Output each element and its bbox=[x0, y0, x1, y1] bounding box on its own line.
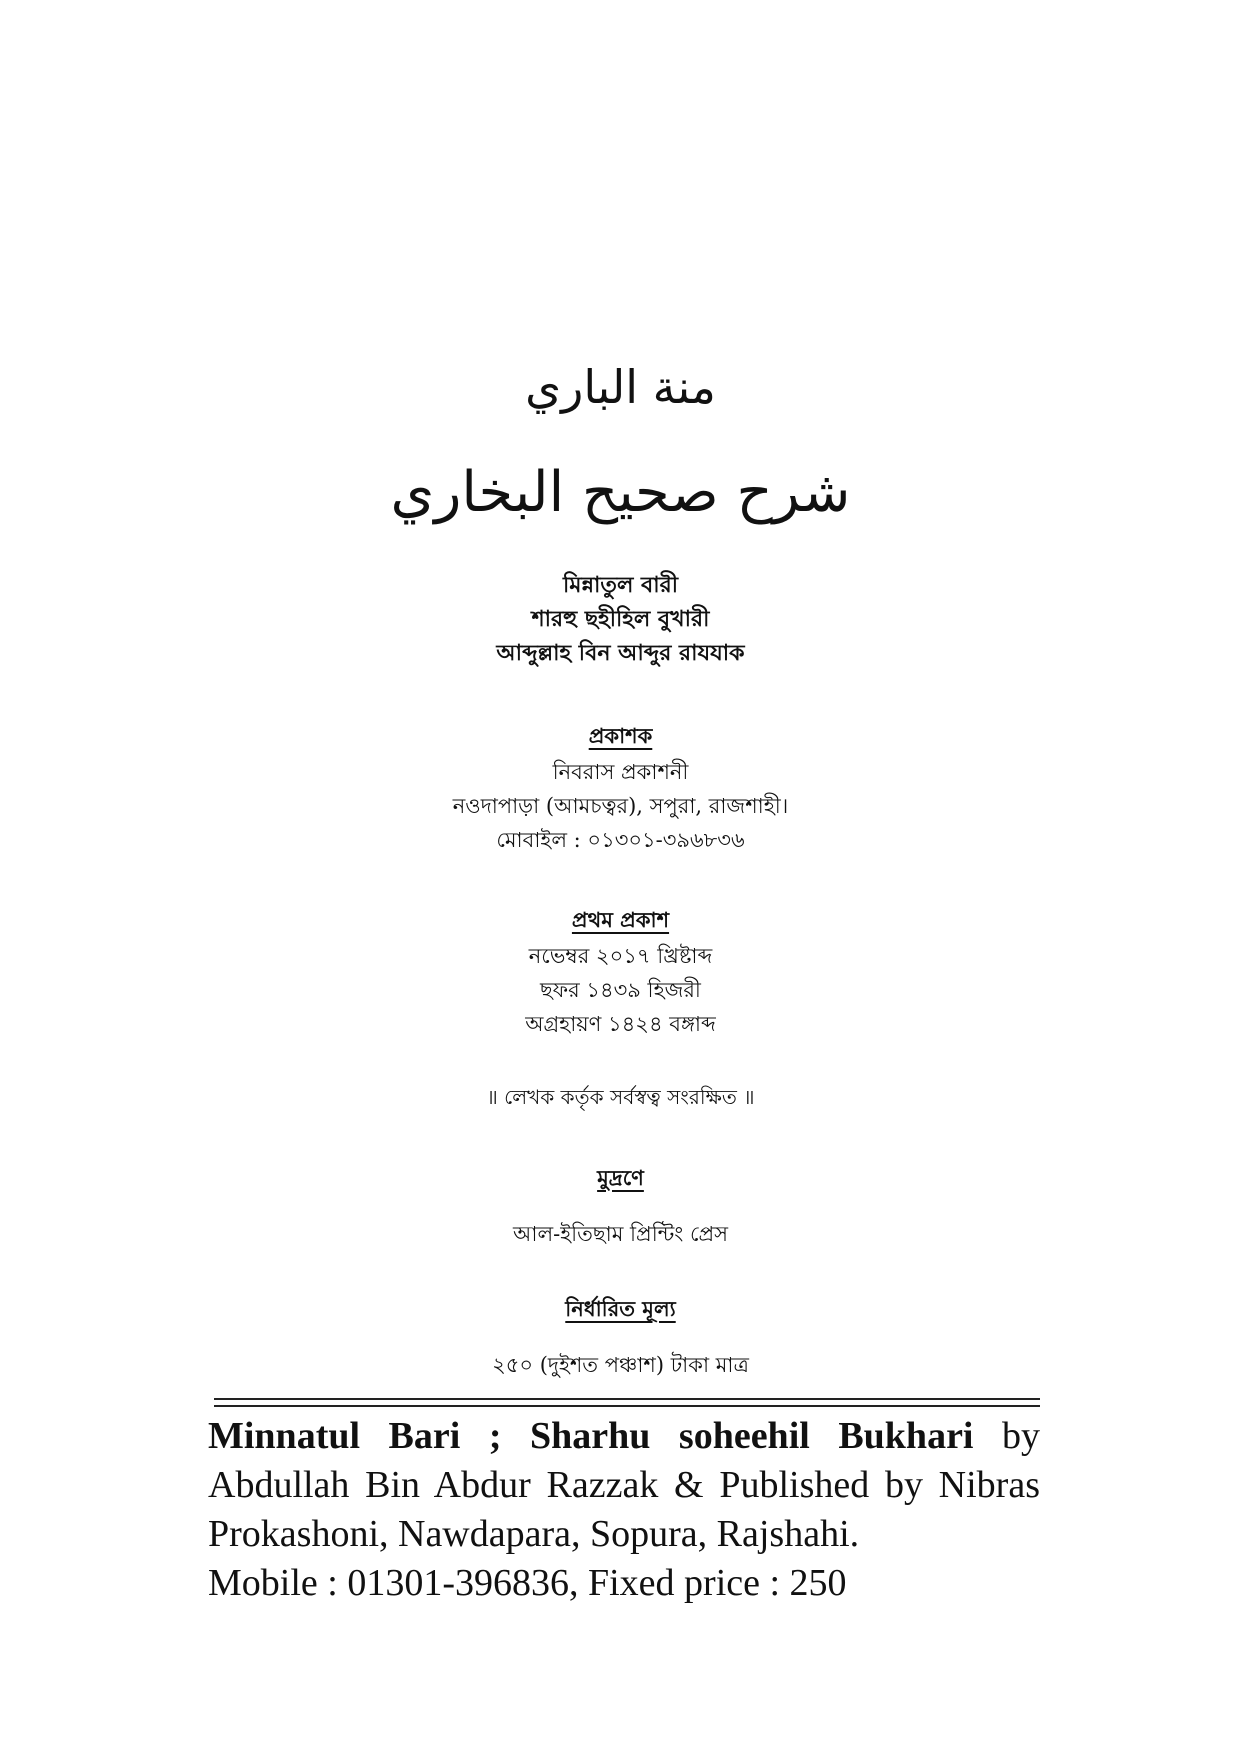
price-block bbox=[0, 1293, 1241, 1382]
date-hijri: ছফর ১৪৩৯ হিজরী bbox=[540, 978, 701, 1002]
first-edition-heading: প্রথম প্রকাশ bbox=[571, 907, 670, 932]
english-author-publisher: by Abdullah Bin Abdur Razzak & Published by Nibras Prokashoni, Nawdapara, Sopura, Rajshahi. bbox=[208, 1415, 1041, 1555]
publisher-mobile: মোবাইল : ০১৩০১-৩৯৬৮৩৬ bbox=[496, 828, 745, 852]
printing-heading: মুদ্রণে bbox=[597, 1165, 644, 1190]
bangla-title-block bbox=[0, 568, 1241, 670]
publisher-name: নিবরাস প্রকাশনী bbox=[552, 760, 689, 784]
publisher-address: নওদাপাড়া (আমচত্বর), সপুরা, রাজশাহী। bbox=[452, 794, 789, 818]
divider-rule-bottom bbox=[214, 1405, 1040, 1407]
printing-block bbox=[0, 1162, 1241, 1251]
first-edition-block bbox=[0, 904, 1241, 1041]
book-name: মিন্নাতুল বারী bbox=[562, 572, 679, 598]
price-heading: নির্ধারিত মূল্য bbox=[565, 1296, 676, 1321]
date-bangla: অগ্রহায়ণ ১৪২৪ বঙ্গাব্দ bbox=[525, 1012, 716, 1036]
english-contact-price: Mobile : 01301-396836, Fixed price : 250 bbox=[208, 1562, 847, 1604]
english-summary bbox=[208, 1412, 1040, 1608]
publisher-heading: প্রকাশক bbox=[588, 723, 653, 748]
date-gregorian: নভেম্বর ২০১৭ খ্রিষ্টাব্দ bbox=[528, 944, 713, 968]
author-name: আব্দুল্লাহ বিন আব্দুর রাযযাক bbox=[496, 640, 745, 666]
price-amount: ২৫০ (দুইশত পঞ্চাশ) টাকা মাত্র bbox=[492, 1353, 749, 1377]
copyright-notice: ॥ লেখক কর্তৃক সর্বস্বত্ব সংরক্ষিত ॥ bbox=[486, 1085, 755, 1109]
book-subtitle: শারহু ছহীহিল বুখারী bbox=[531, 606, 710, 632]
arabic-title-line-2: شرح صحيح البخاري bbox=[390, 460, 851, 525]
english-title: Minnatul Bari ; Sharhu soheehil Bukhari bbox=[208, 1415, 974, 1457]
printing-press: আল-ইতিছাম প্রিন্টিং প্রেস bbox=[512, 1222, 729, 1246]
publisher-block bbox=[0, 720, 1241, 857]
arabic-title-line-1: منة الباري bbox=[525, 360, 716, 414]
divider-rule-top bbox=[214, 1398, 1040, 1400]
